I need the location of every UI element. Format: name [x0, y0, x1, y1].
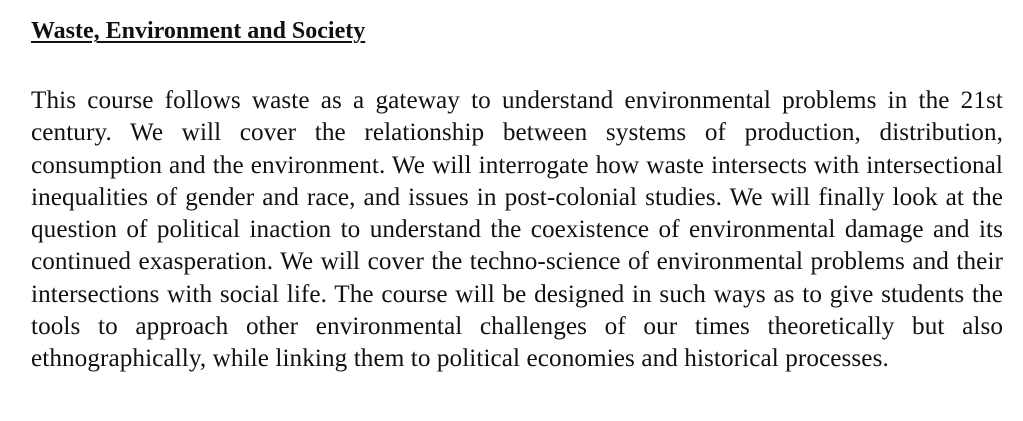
- course-description: [31, 14, 1003, 376]
- course-description-paragraph: This course follows waste as a gateway to understand environmental problems in the 21st century. We will cover the relationship between systems of production, distribution, consumption and the environment. We will interrogate how waste intersects with intersectional inequalities of gender and race, and issues in post-colonial studies. We will finally look at the question of political inaction to understand the coexistence of environmental damage and its continued exasperation. We will cover the techno-science of environmental problems and their intersections with social life. The course will be designed in such ways as to give students the tools to approach other environmental challenges of our times theoretically but also ethnographically, while linking them to political economies and historical processes.: [31, 87, 1003, 373]
- course-title: Waste, Environment and Society: [31, 18, 366, 44]
